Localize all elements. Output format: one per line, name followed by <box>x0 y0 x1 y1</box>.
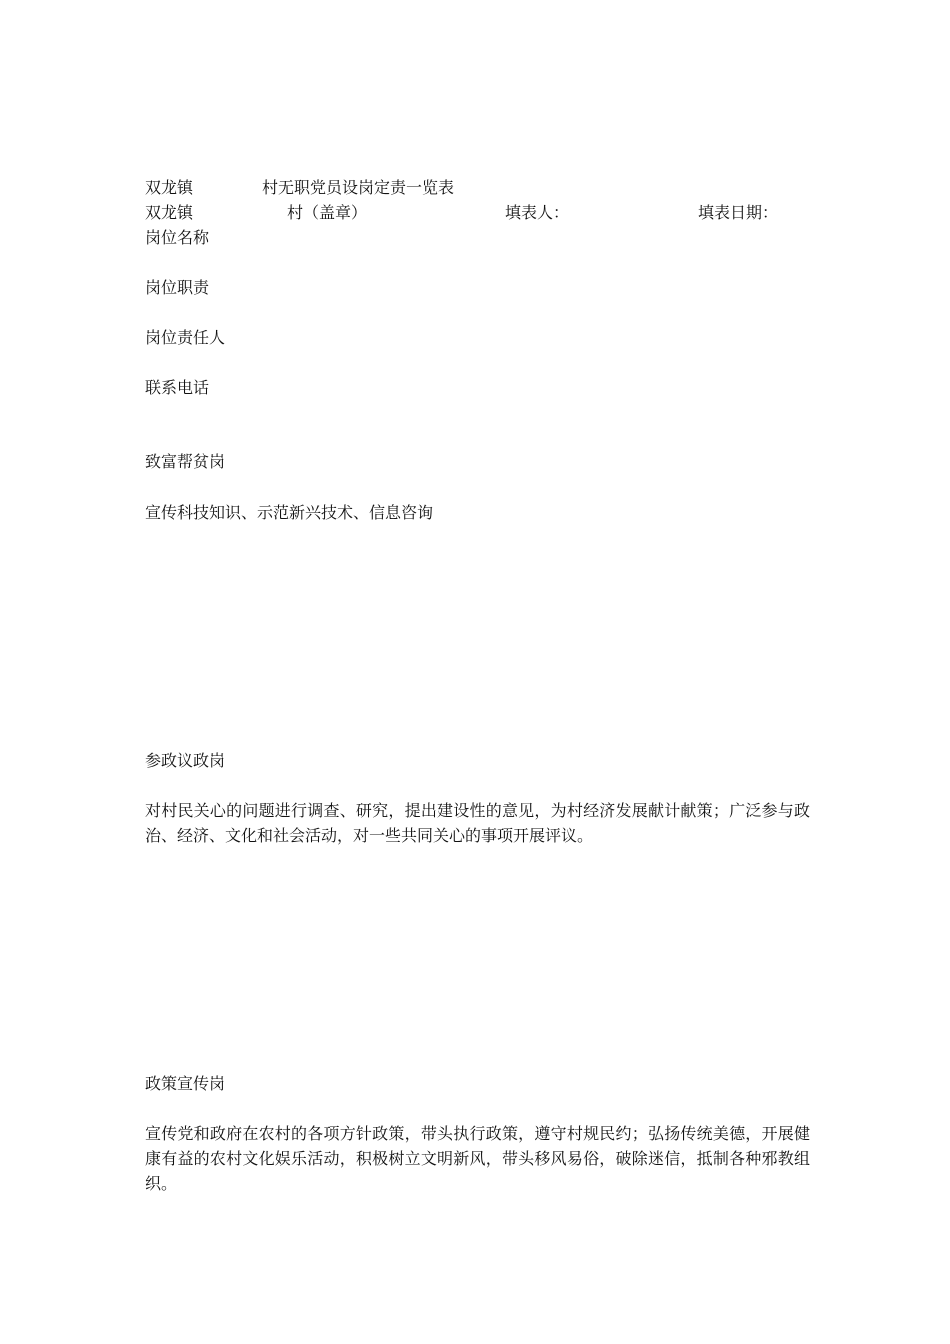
label-phone: 联系电话 <box>145 378 210 397</box>
title-town: 双龙镇 <box>145 178 194 197</box>
document-title: 村无职党员设岗定责一览表 <box>262 178 455 197</box>
label-post-name: 岗位名称 <box>145 228 210 247</box>
label-post-person: 岗位责任人 <box>145 328 226 347</box>
post-name: 参政议政岗 <box>145 751 226 770</box>
header-date-label: 填表日期： <box>698 203 779 222</box>
post-duty: 宣传科技知识、示范新兴技术、信息咨询 <box>145 503 434 522</box>
post-name: 政策宣传岗 <box>145 1074 226 1093</box>
post-duty: 宣传党和政府在农村的各项方针政策，带头执行政策，遵守村规民约；弘扬传统美德，开展健康有益的农村文化娱乐活动，积极树立文明新风，带头移风易俗，破除迷信，抵制各种邪教组织。 <box>145 1124 810 1193</box>
label-post-duty: 岗位职责 <box>145 278 210 297</box>
post-name: 致富帮贫岗 <box>145 452 226 471</box>
header-village-seal: 村（盖章） <box>287 203 368 222</box>
header-filler-label: 填表人： <box>505 203 570 222</box>
header-town: 双龙镇 <box>145 203 194 222</box>
post-duty: 对村民关心的问题进行调查、研究，提出建设性的意见，为村经济发展献计献策；广泛参与政治、经济、文化和社会活动，对一些共同关心的事项开展评议。 <box>145 801 810 845</box>
